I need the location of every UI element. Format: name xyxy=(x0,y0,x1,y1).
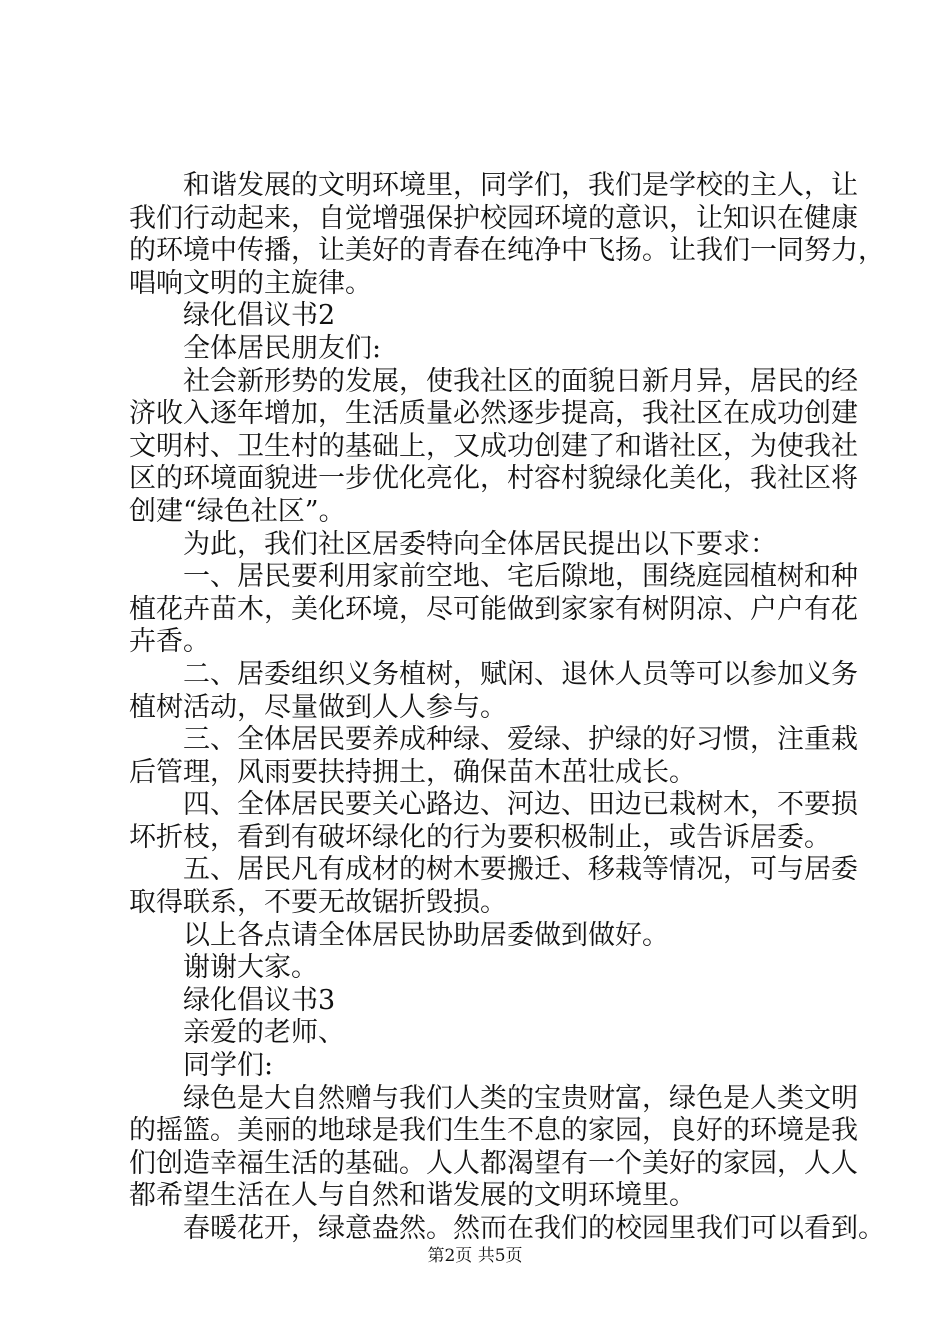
page-number: 第2页 共5页 xyxy=(427,1246,523,1266)
paragraph-line: 都希望生活在人与自然和谐发展的文明环境里。 xyxy=(129,1180,696,1212)
salutation: 同学们: xyxy=(183,1050,274,1082)
list-item-line: 植花卉苗木，美化环境，尽可能做到家家有树阴凉、户户有花 xyxy=(129,593,858,625)
paragraph-line: 的摇篮。美丽的地球是我们生生不息的家园，良好的环境是我 xyxy=(129,1115,858,1147)
list-item-line: 二、居委组织义务植树，赋闲、退休人员等可以参加义务 xyxy=(183,658,858,690)
list-item-line: 取得联系，不要无故锯折毁损。 xyxy=(129,887,507,919)
section-heading: 绿化倡议书3 xyxy=(183,984,336,1016)
paragraph-line: 以上各点请全体居民协助居委做到做好。 xyxy=(183,919,669,951)
paragraph-line: 绿色是大自然赠与我们人类的宝贵财富，绿色是人类文明 xyxy=(183,1082,858,1114)
paragraph-line: 创建“绿色社区”。 xyxy=(129,495,346,527)
list-item-line: 坏折枝，看到有破坏绿化的行为要积极制止，或告诉居委。 xyxy=(129,821,831,853)
paragraph-line: 们创造幸福生活的基础。人人都渴望有一个美好的家园，人人 xyxy=(129,1147,858,1179)
paragraph-line: 唱响文明的主旋律。 xyxy=(129,267,372,299)
salutation: 亲爱的老师、 xyxy=(183,1017,345,1049)
list-item-line: 卉香。 xyxy=(129,626,210,658)
paragraph-line: 济收入逐年增加，生活质量必然逐步提高，我社区在成功创建 xyxy=(129,398,858,430)
document-body xyxy=(129,170,885,1246)
paragraph-line: 春暖花开，绿意盎然。然而在我们的校园里我们可以看到。 xyxy=(183,1213,885,1244)
list-item-line: 三、全体居民要养成种绿、爱绿、护绿的好习惯，注重栽 xyxy=(183,724,858,756)
paragraph-line: 我们行动起来，自觉增强保护校园环境的意识，让知识在健康 xyxy=(129,202,858,234)
paragraph-line: 为此，我们社区居委特向全体居民提出以下要求： xyxy=(183,528,777,560)
list-item-line: 植树活动，尽量做到人人参与。 xyxy=(129,691,507,723)
paragraph-line: 文明村、卫生村的基础上，又成功创建了和谐社区，为使我社 xyxy=(129,430,858,462)
paragraph-line: 和谐发展的文明环境里，同学们，我们是学校的主人，让 xyxy=(183,170,858,201)
list-item-line: 后管理，风雨要扶持拥土，确保苗木茁壮成长。 xyxy=(129,756,696,788)
paragraph-line: 社会新形势的发展，使我社区的面貌日新月异，居民的经 xyxy=(183,365,858,397)
list-item-line: 四、全体居民要关心路边、河边、田边已栽树木，不要损 xyxy=(183,789,858,821)
list-item-line: 一、居民要利用家前空地、宅后隙地，围绕庭园植树和种 xyxy=(183,561,858,593)
paragraph-line: 的环境中传播，让美好的青春在纯净中飞扬。让我们一同努力， xyxy=(129,235,885,267)
closing-line: 谢谢大家。 xyxy=(183,952,318,984)
salutation: 全体居民朋友们: xyxy=(183,332,382,364)
list-item-line: 五、居民凡有成材的树木要搬迁、移栽等情况，可与居委 xyxy=(183,854,858,886)
page-footer xyxy=(0,1246,950,1266)
paragraph-line: 区的环境面貌进一步优化亮化，村容村貌绿化美化，我社区将 xyxy=(129,463,858,495)
section-heading: 绿化倡议书2 xyxy=(183,300,336,332)
